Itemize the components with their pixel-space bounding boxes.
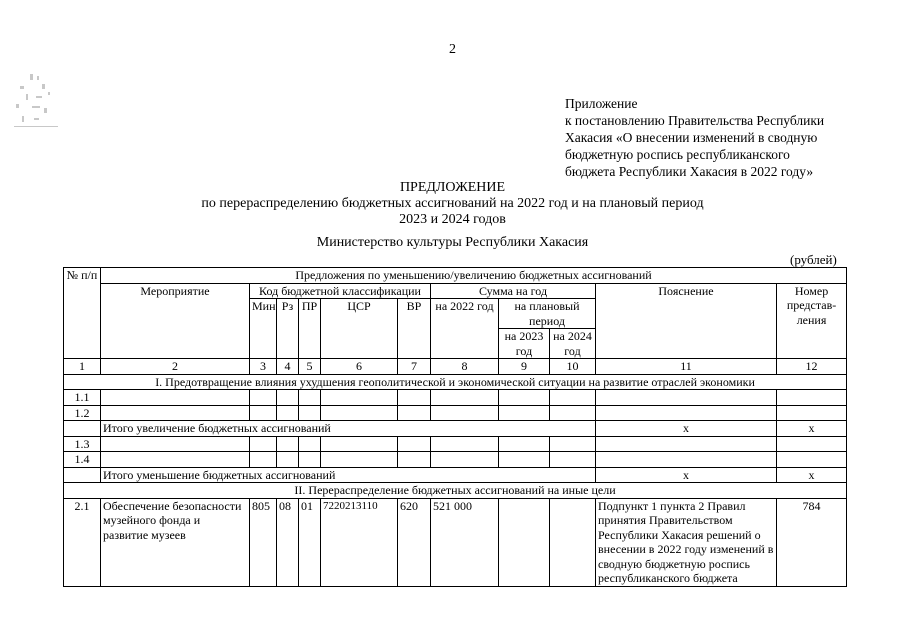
total-decrease-label: Итого уменьшение бюджетных ассигнований [101,467,596,483]
faded-stamp-mark [12,72,60,132]
column-number: 8 [431,359,499,375]
header-report-number: Номер представ-ления [777,283,847,359]
column-number: 4 [277,359,299,375]
row-number: 1.3 [64,436,101,452]
header-num: № п/п [64,268,101,359]
header-year-2024: на 2024 год [550,329,596,359]
min-cell: 805 [250,498,277,586]
appendix-line: Хакасия «О внесении изменений в сводную [565,130,818,145]
title-heading: ПРЕДЛОЖЕНИЕ [399,180,506,195]
x-mark: х [596,467,777,483]
pr-cell: 01 [299,498,321,586]
event-cell: Обеспечение безопасности музейного фонда и развитие музеев [101,498,250,586]
column-number: 6 [321,359,398,375]
rz-cell: 08 [277,498,299,586]
header-event: Мероприятие [101,283,250,359]
column-number: 7 [398,359,431,375]
header-budget-code: Код бюджетной классификации [250,283,431,299]
header-min: Мин [250,299,277,359]
csr-cell: 7220213110 [321,498,398,586]
table-row [64,498,847,586]
column-number: 1 [64,359,101,375]
header-planned-period: на плановый период [499,299,596,329]
header-pr: ПР [299,299,321,359]
table-row [64,436,847,452]
report-number-cell: 784 [777,498,847,586]
column-number: 2 [101,359,250,375]
table-row [64,452,847,468]
section-heading: I. Предотвращение влияния ухудшения геополитической и экономической ситуации на развитие отраслей экономики [64,374,847,390]
units-label: (рублей) [790,252,837,267]
page-number: 2 [449,42,456,57]
header-explanation: Пояснение [596,283,777,359]
x-mark: х [777,467,847,483]
header-sum-per-year: Сумма на год [431,283,596,299]
row-number: 1.4 [64,452,101,468]
header-vr: ВР [398,299,431,359]
total-row [64,467,847,483]
table-row [64,390,847,406]
title-subline: по перераспределению бюджетных ассигнований на 2022 год и на плановый период [201,196,704,211]
section-heading: II. Перераспределение бюджетных ассигнований на иные цели [64,483,847,499]
budget-table [63,267,847,587]
total-increase-label: Итого увеличение бюджетных ассигнований [101,421,596,437]
sum-2022-cell: 521 000 [431,498,499,586]
appendix-block [565,95,824,180]
column-number: 12 [777,359,847,375]
column-number: 9 [499,359,550,375]
header-csr: ЦСР [321,299,398,359]
appendix-line: бюджетную роспись республиканского [565,147,790,162]
column-number: 10 [550,359,596,375]
row-number: 1.1 [64,390,101,406]
appendix-line: Приложение [565,96,638,111]
header-year-2023: на 2023 год [499,329,550,359]
column-number: 5 [299,359,321,375]
header-rz: Рз [277,299,299,359]
ministry-name: Министерство культуры Республики Хакасия [316,235,589,250]
column-numbers-row [64,359,847,375]
row-number: 2.1 [64,498,101,586]
explanation-cell: Подпункт 1 пункта 2 Правил принятия Правительством Республики Хакасия решений о внесении в 2022 году изменений в сводную бюджетную роспись республиканского бюджета [596,498,777,586]
x-mark: х [777,421,847,437]
row-number: 1.2 [64,405,101,421]
appendix-line: к постановлению Правительства Республики [565,113,825,128]
sum-2023-cell [499,498,550,586]
document-title [0,180,905,228]
sum-2024-cell [550,498,596,586]
title-subline: 2023 и 2024 годов [399,212,506,227]
table-row [64,405,847,421]
appendix-line: бюджета Республики Хакасия в 2022 году» [565,164,814,179]
vr-cell: 620 [398,498,431,586]
column-number: 3 [250,359,277,375]
header-year-2022: на 2022 год [431,299,499,359]
x-mark: х [596,421,777,437]
column-number: 11 [596,359,777,375]
total-row [64,421,847,437]
header-proposals: Предложения по уменьшению/увеличению бюджетных ассигнований [101,268,847,284]
